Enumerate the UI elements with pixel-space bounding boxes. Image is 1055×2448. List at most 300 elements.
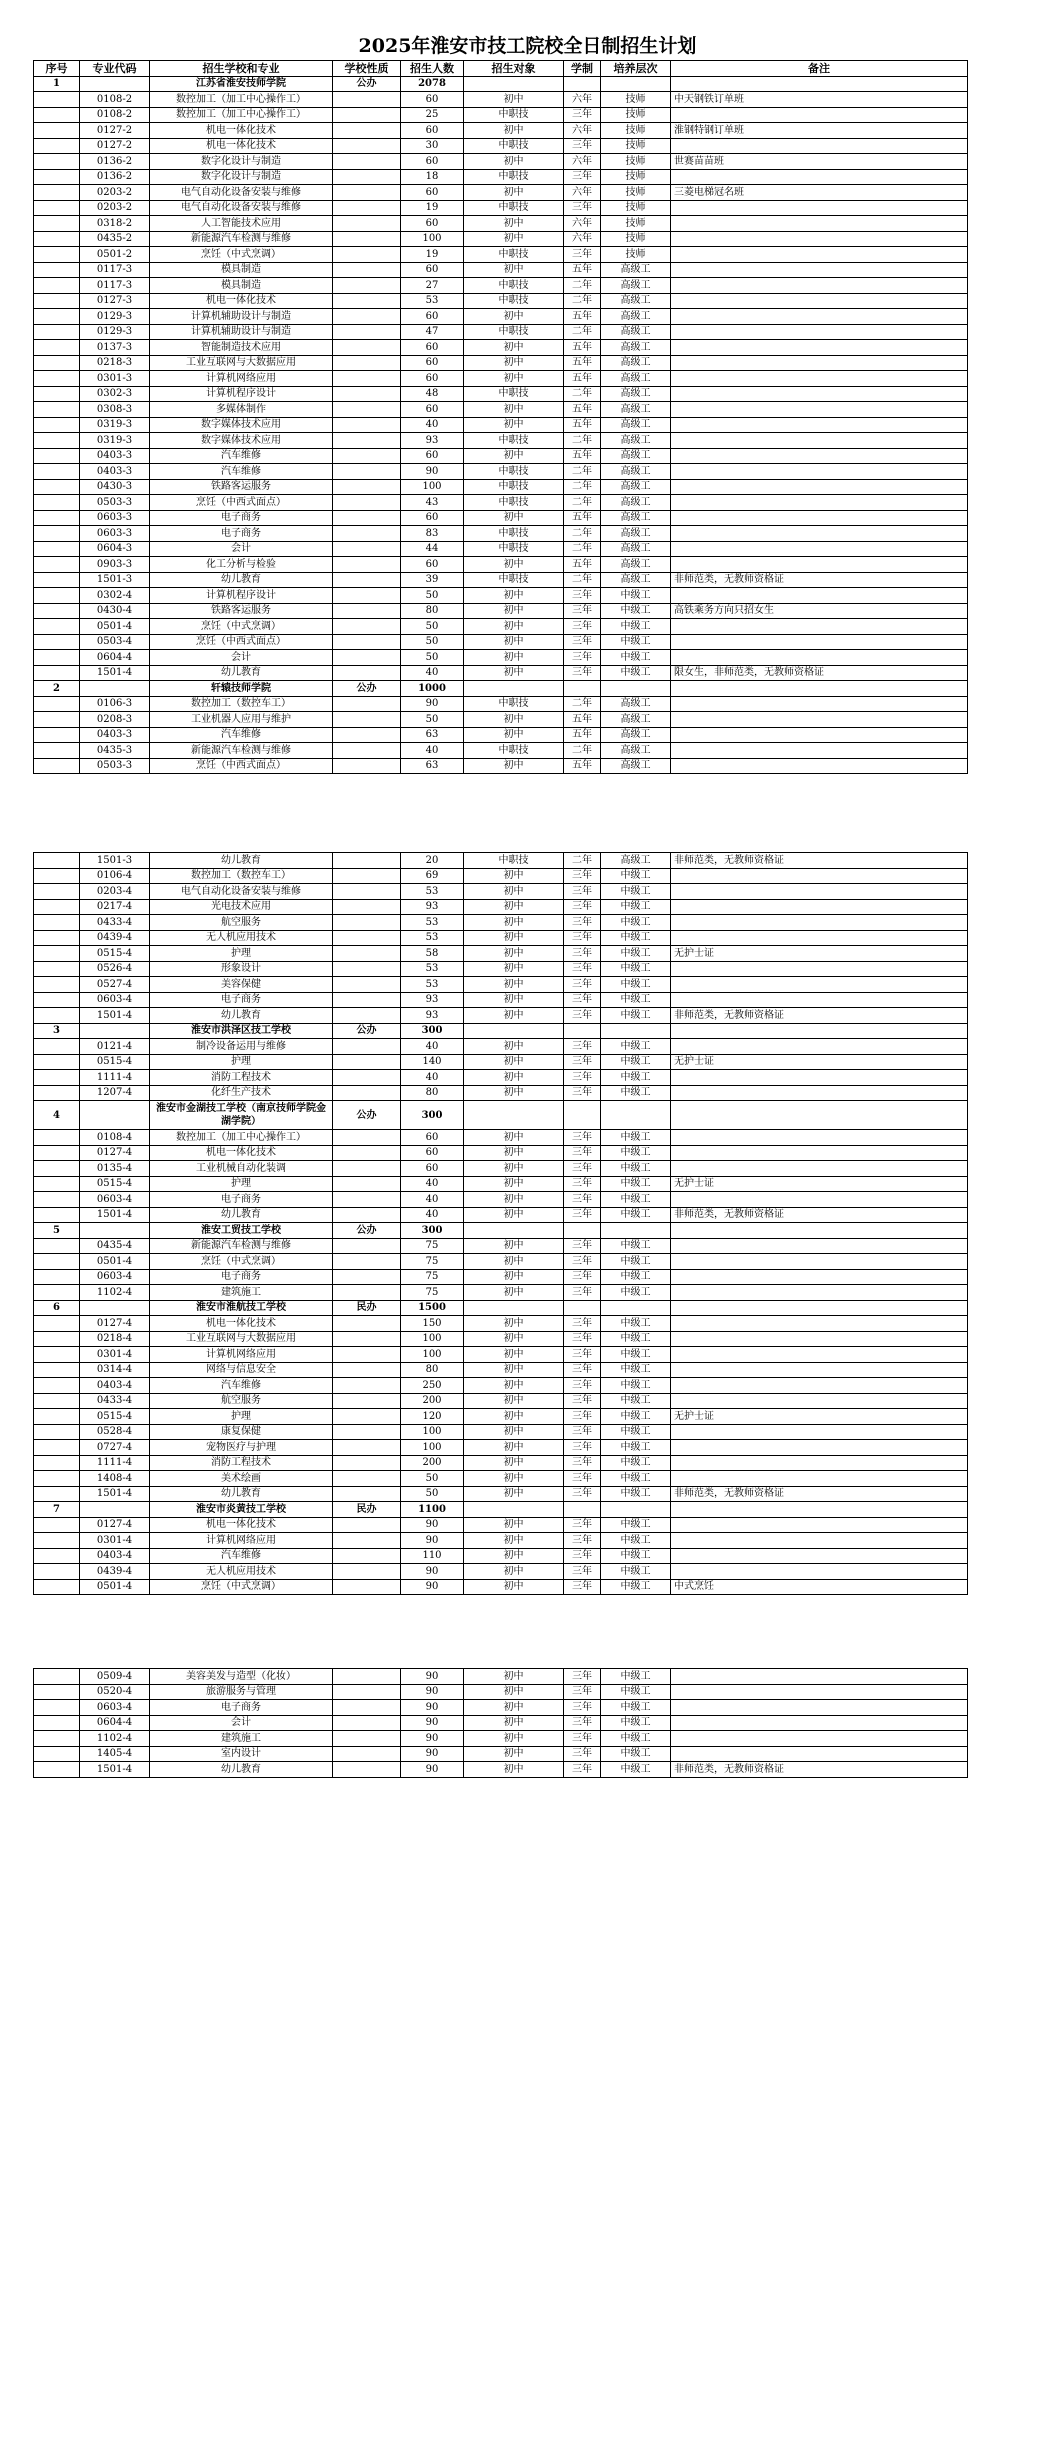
nature-cell (333, 1085, 401, 1101)
name-cell: 淮安市金湖技工学校（南京技师学院金湖学院） (150, 1101, 333, 1130)
code-cell: 0301-4 (80, 1347, 150, 1363)
name-cell: 铁路客运服务 (150, 479, 333, 495)
quota-cell: 90 (401, 1731, 464, 1747)
index-cell (34, 1192, 80, 1208)
code-cell: 0319-3 (80, 417, 150, 433)
nature-cell (333, 479, 401, 495)
table-row (34, 278, 968, 294)
level-cell: 中级工 (601, 1039, 671, 1055)
target-cell: 初中 (464, 154, 564, 170)
target-cell: 初中 (464, 1362, 564, 1378)
name-cell: 护理 (150, 946, 333, 962)
index-cell (34, 495, 80, 511)
quota-cell: 100 (401, 1424, 464, 1440)
duration-cell: 三年 (564, 1070, 601, 1086)
level-cell: 技师 (601, 92, 671, 108)
target-cell: 中职技 (464, 293, 564, 309)
duration-cell: 三年 (564, 1700, 601, 1716)
name-cell: 网络与信息安全 (150, 1362, 333, 1378)
nature-cell (333, 154, 401, 170)
duration-cell: 三年 (564, 107, 601, 123)
quota-cell: 25 (401, 107, 464, 123)
nature-cell (333, 1039, 401, 1055)
nature-cell: 公办 (333, 1223, 401, 1239)
target-cell: 初中 (464, 1269, 564, 1285)
index-cell (34, 448, 80, 464)
name-cell: 工业机械自动化装调 (150, 1161, 333, 1177)
table-row (34, 992, 968, 1008)
index-cell (34, 588, 80, 604)
remarks-cell (671, 650, 968, 666)
table-row (34, 619, 968, 635)
quota-cell: 300 (401, 1101, 464, 1130)
remarks-cell (671, 1378, 968, 1394)
duration-cell: 三年 (564, 650, 601, 666)
table-row (34, 930, 968, 946)
target-cell: 初中 (464, 1008, 564, 1024)
remarks-cell: 中天钢铁订单班 (671, 92, 968, 108)
duration-cell: 三年 (564, 1762, 601, 1778)
header-remarks: 备注 (671, 61, 968, 77)
duration-cell: 三年 (564, 619, 601, 635)
target-cell: 中职技 (464, 169, 564, 185)
target-cell: 初中 (464, 634, 564, 650)
name-cell: 电子商务 (150, 1269, 333, 1285)
level-cell: 中级工 (601, 1130, 671, 1146)
quota-cell: 60 (401, 402, 464, 418)
level-cell (601, 1223, 671, 1239)
level-cell: 中级工 (601, 992, 671, 1008)
remarks-cell (671, 868, 968, 884)
code-cell: 0430-3 (80, 479, 150, 495)
level-cell: 中级工 (601, 1085, 671, 1101)
remarks-cell: 非师范类，无教师资格证 (671, 853, 968, 869)
name-cell: 美术绘画 (150, 1471, 333, 1487)
nature-cell (333, 464, 401, 480)
table-row (34, 712, 968, 728)
remarks-cell: 非师范类，无教师资格证 (671, 572, 968, 588)
duration-cell: 三年 (564, 1440, 601, 1456)
index-cell (34, 1746, 80, 1762)
code-cell: 1501-4 (80, 665, 150, 681)
duration-cell: 五年 (564, 727, 601, 743)
duration-cell: 三年 (564, 1378, 601, 1394)
name-cell: 多媒体制作 (150, 402, 333, 418)
duration-cell (564, 1223, 601, 1239)
nature-cell (333, 1207, 401, 1223)
remarks-cell (671, 107, 968, 123)
quota-cell: 90 (401, 1564, 464, 1580)
duration-cell: 三年 (564, 1039, 601, 1055)
table-row (34, 1316, 968, 1332)
target-cell: 初中 (464, 1564, 564, 1580)
index-cell (34, 1700, 80, 1716)
quota-cell: 60 (401, 154, 464, 170)
level-cell: 高级工 (601, 402, 671, 418)
remarks-cell (671, 1517, 968, 1533)
name-cell: 电气自动化设备安装与维修 (150, 884, 333, 900)
remarks-cell (671, 464, 968, 480)
quota-cell: 50 (401, 634, 464, 650)
duration-cell: 三年 (564, 1145, 601, 1161)
quota-cell: 40 (401, 1176, 464, 1192)
level-cell: 技师 (601, 200, 671, 216)
nature-cell (333, 899, 401, 915)
name-cell: 烹饪（中式烹调） (150, 1254, 333, 1270)
name-cell: 会计 (150, 541, 333, 557)
table-row (34, 448, 968, 464)
target-cell: 初中 (464, 1731, 564, 1747)
level-cell: 技师 (601, 231, 671, 247)
code-cell: 0127-2 (80, 123, 150, 139)
target-cell: 初中 (464, 1517, 564, 1533)
duration-cell: 二年 (564, 464, 601, 480)
index-cell (34, 278, 80, 294)
table-row (34, 961, 968, 977)
table-row (34, 402, 968, 418)
quota-cell: 47 (401, 324, 464, 340)
code-cell: 0136-2 (80, 169, 150, 185)
target-cell: 初中 (464, 1746, 564, 1762)
table-row (34, 1130, 968, 1146)
index-cell (34, 216, 80, 232)
index-cell (34, 1378, 80, 1394)
level-cell: 中级工 (601, 1486, 671, 1502)
remarks-cell (671, 992, 968, 1008)
quota-cell: 69 (401, 868, 464, 884)
nature-cell (333, 1145, 401, 1161)
level-cell: 中级工 (601, 1378, 671, 1394)
index-cell (34, 853, 80, 869)
level-cell: 中级工 (601, 634, 671, 650)
table-row (34, 1362, 968, 1378)
quota-cell: 80 (401, 603, 464, 619)
remarks-cell (671, 448, 968, 464)
table-row (34, 495, 968, 511)
table-row (34, 386, 968, 402)
name-cell: 电子商务 (150, 510, 333, 526)
quota-cell: 90 (401, 1762, 464, 1778)
duration-cell: 三年 (564, 1085, 601, 1101)
level-cell: 中级工 (601, 930, 671, 946)
name-cell: 化工分析与检验 (150, 557, 333, 573)
quota-cell: 50 (401, 588, 464, 604)
table-row (34, 1331, 968, 1347)
quota-cell: 53 (401, 977, 464, 993)
target-cell: 初中 (464, 758, 564, 774)
level-cell: 中级工 (601, 1207, 671, 1223)
code-cell: 0501-4 (80, 1579, 150, 1595)
quota-cell: 18 (401, 169, 464, 185)
quota-cell: 110 (401, 1548, 464, 1564)
target-cell: 初中 (464, 961, 564, 977)
target-cell: 中职技 (464, 433, 564, 449)
code-cell: 0528-4 (80, 1424, 150, 1440)
table-row (34, 853, 968, 869)
code-cell (80, 76, 150, 92)
duration-cell: 三年 (564, 977, 601, 993)
nature-cell (333, 262, 401, 278)
index-cell (34, 1039, 80, 1055)
nature-cell (333, 386, 401, 402)
name-cell: 烹饪（中西式面点） (150, 495, 333, 511)
quota-cell: 90 (401, 696, 464, 712)
name-cell: 数控加工（加工中心操作工） (150, 92, 333, 108)
quota-cell: 75 (401, 1254, 464, 1270)
nature-cell (333, 1746, 401, 1762)
name-cell: 工业互联网与大数据应用 (150, 355, 333, 371)
table-row (34, 138, 968, 154)
duration-cell: 三年 (564, 1548, 601, 1564)
code-cell: 0121-4 (80, 1039, 150, 1055)
target-cell: 初中 (464, 309, 564, 325)
target-cell: 初中 (464, 1579, 564, 1595)
target-cell: 初中 (464, 1548, 564, 1564)
target-cell: 初中 (464, 262, 564, 278)
name-cell: 智能制造技术应用 (150, 340, 333, 356)
code-cell: 0218-4 (80, 1331, 150, 1347)
remarks-cell (671, 1316, 968, 1332)
nature-cell (333, 1471, 401, 1487)
nature-cell (333, 1762, 401, 1778)
target-cell: 初中 (464, 1409, 564, 1425)
nature-cell (333, 340, 401, 356)
nature-cell (333, 665, 401, 681)
level-cell: 中级工 (601, 1533, 671, 1549)
index-cell (34, 154, 80, 170)
duration-cell: 二年 (564, 324, 601, 340)
name-cell: 数字化设计与制造 (150, 169, 333, 185)
level-cell: 高级工 (601, 262, 671, 278)
quota-cell: 53 (401, 884, 464, 900)
target-cell: 初中 (464, 355, 564, 371)
quota-cell: 30 (401, 138, 464, 154)
remarks-cell (671, 169, 968, 185)
code-cell: 0603-3 (80, 526, 150, 542)
remarks-cell (671, 884, 968, 900)
code-cell: 1501-4 (80, 1008, 150, 1024)
nature-cell (333, 992, 401, 1008)
nature-cell (333, 650, 401, 666)
index-cell (34, 262, 80, 278)
nature-cell: 民办 (333, 1502, 401, 1518)
target-cell: 初中 (464, 1238, 564, 1254)
code-cell: 0515-4 (80, 1409, 150, 1425)
target-cell: 初中 (464, 1533, 564, 1549)
name-cell: 幼儿教育 (150, 853, 333, 869)
remarks-cell (671, 915, 968, 931)
index-cell (34, 1238, 80, 1254)
remarks-cell: 中式烹饪 (671, 1579, 968, 1595)
duration-cell: 五年 (564, 309, 601, 325)
duration-cell: 三年 (564, 1715, 601, 1731)
level-cell: 高级工 (601, 572, 671, 588)
level-cell: 中级工 (601, 1440, 671, 1456)
nature-cell (333, 588, 401, 604)
name-cell: 康复保健 (150, 1424, 333, 1440)
name-cell: 机电一体化技术 (150, 1145, 333, 1161)
index-cell (34, 758, 80, 774)
target-cell: 中职技 (464, 495, 564, 511)
level-cell: 高级工 (601, 696, 671, 712)
index-cell (34, 1285, 80, 1301)
index-cell (34, 1409, 80, 1425)
level-cell: 中级工 (601, 915, 671, 931)
nature-cell (333, 868, 401, 884)
remarks-cell (671, 262, 968, 278)
table-header-row (34, 61, 968, 77)
level-cell: 中级工 (601, 1684, 671, 1700)
duration-cell: 五年 (564, 448, 601, 464)
index-cell (34, 977, 80, 993)
code-cell: 0501-2 (80, 247, 150, 263)
index-cell (34, 526, 80, 542)
target-cell: 初中 (464, 1684, 564, 1700)
target-cell (464, 1223, 564, 1239)
index-cell (34, 433, 80, 449)
nature-cell (333, 1238, 401, 1254)
duration-cell: 三年 (564, 1471, 601, 1487)
code-cell: 0106-4 (80, 868, 150, 884)
code-cell: 0526-4 (80, 961, 150, 977)
duration-cell: 三年 (564, 1331, 601, 1347)
duration-cell: 二年 (564, 293, 601, 309)
name-cell: 机电一体化技术 (150, 1316, 333, 1332)
table-row (34, 1669, 968, 1685)
code-cell: 0403-3 (80, 448, 150, 464)
level-cell: 中级工 (601, 1316, 671, 1332)
level-cell: 中级工 (601, 1564, 671, 1580)
code-cell: 0403-3 (80, 464, 150, 480)
duration-cell: 二年 (564, 853, 601, 869)
target-cell: 中职技 (464, 464, 564, 480)
duration-cell: 五年 (564, 557, 601, 573)
nature-cell (333, 696, 401, 712)
name-cell: 汽车维修 (150, 464, 333, 480)
nature-cell (333, 1192, 401, 1208)
duration-cell: 五年 (564, 402, 601, 418)
code-cell: 0108-2 (80, 92, 150, 108)
target-cell (464, 1300, 564, 1316)
quota-cell: 200 (401, 1455, 464, 1471)
table-row (34, 915, 968, 931)
index-cell (34, 992, 80, 1008)
index-cell (34, 1393, 80, 1409)
target-cell: 初中 (464, 557, 564, 573)
remarks-cell: 无护士证 (671, 1409, 968, 1425)
index-cell (34, 1130, 80, 1146)
target-cell (464, 1502, 564, 1518)
target-cell: 初中 (464, 665, 564, 681)
table-row (34, 541, 968, 557)
code-cell: 0603-4 (80, 992, 150, 1008)
quota-cell: 83 (401, 526, 464, 542)
quota-cell: 19 (401, 200, 464, 216)
quota-cell: 75 (401, 1238, 464, 1254)
index-cell (34, 743, 80, 759)
quota-cell: 40 (401, 417, 464, 433)
name-cell: 数控加工（加工中心操作工） (150, 1130, 333, 1146)
code-cell (80, 1502, 150, 1518)
level-cell: 高级工 (601, 479, 671, 495)
code-cell: 0129-3 (80, 309, 150, 325)
name-cell: 室内设计 (150, 1746, 333, 1762)
index-cell (34, 1517, 80, 1533)
duration-cell: 六年 (564, 231, 601, 247)
name-cell: 新能源汽车检测与维修 (150, 1238, 333, 1254)
code-cell: 1111-4 (80, 1455, 150, 1471)
quota-cell: 300 (401, 1223, 464, 1239)
index-cell (34, 946, 80, 962)
quota-cell: 60 (401, 1161, 464, 1177)
quota-cell: 140 (401, 1054, 464, 1070)
remarks-cell: 世赛苗苗班 (671, 154, 968, 170)
table-row (34, 1085, 968, 1101)
level-cell: 中级工 (601, 1347, 671, 1363)
code-cell: 0604-4 (80, 650, 150, 666)
nature-cell (333, 402, 401, 418)
quota-cell: 20 (401, 853, 464, 869)
quota-cell: 60 (401, 1145, 464, 1161)
quota-cell: 300 (401, 1023, 464, 1039)
level-cell: 中级工 (601, 1070, 671, 1086)
nature-cell (333, 1548, 401, 1564)
target-cell: 初中 (464, 650, 564, 666)
quota-cell: 1100 (401, 1502, 464, 1518)
duration-cell: 三年 (564, 1393, 601, 1409)
table-row (34, 1579, 968, 1595)
table-row (34, 309, 968, 325)
remarks-cell (671, 278, 968, 294)
quota-cell: 53 (401, 915, 464, 931)
remarks-cell (671, 743, 968, 759)
target-cell: 初中 (464, 1192, 564, 1208)
duration-cell: 三年 (564, 1054, 601, 1070)
quota-cell: 60 (401, 185, 464, 201)
name-cell: 烹饪（中式烹调） (150, 247, 333, 263)
quota-cell: 90 (401, 1669, 464, 1685)
name-cell: 数字化设计与制造 (150, 154, 333, 170)
index-cell (34, 572, 80, 588)
duration-cell: 三年 (564, 1564, 601, 1580)
school-row (34, 1502, 968, 1518)
code-cell: 1207-4 (80, 1085, 150, 1101)
index-cell: 7 (34, 1502, 80, 1518)
table-row (34, 1455, 968, 1471)
quota-cell: 60 (401, 309, 464, 325)
duration-cell: 三年 (564, 992, 601, 1008)
name-cell: 汽车维修 (150, 1378, 333, 1394)
school-row (34, 681, 968, 697)
nature-cell (333, 1316, 401, 1332)
quota-cell: 90 (401, 1715, 464, 1731)
table-row (34, 743, 968, 759)
name-cell: 汽车维修 (150, 1548, 333, 1564)
name-cell: 幼儿教育 (150, 1486, 333, 1502)
level-cell: 高级工 (601, 448, 671, 464)
level-cell (601, 76, 671, 92)
duration-cell: 三年 (564, 1192, 601, 1208)
index-cell (34, 1054, 80, 1070)
target-cell: 中职技 (464, 200, 564, 216)
remarks-cell (671, 1362, 968, 1378)
header-nature: 学校性质 (333, 61, 401, 77)
name-cell: 宠物医疗与护理 (150, 1440, 333, 1456)
remarks-cell (671, 1700, 968, 1716)
table-row (34, 231, 968, 247)
duration-cell: 三年 (564, 1269, 601, 1285)
table-row (34, 464, 968, 480)
